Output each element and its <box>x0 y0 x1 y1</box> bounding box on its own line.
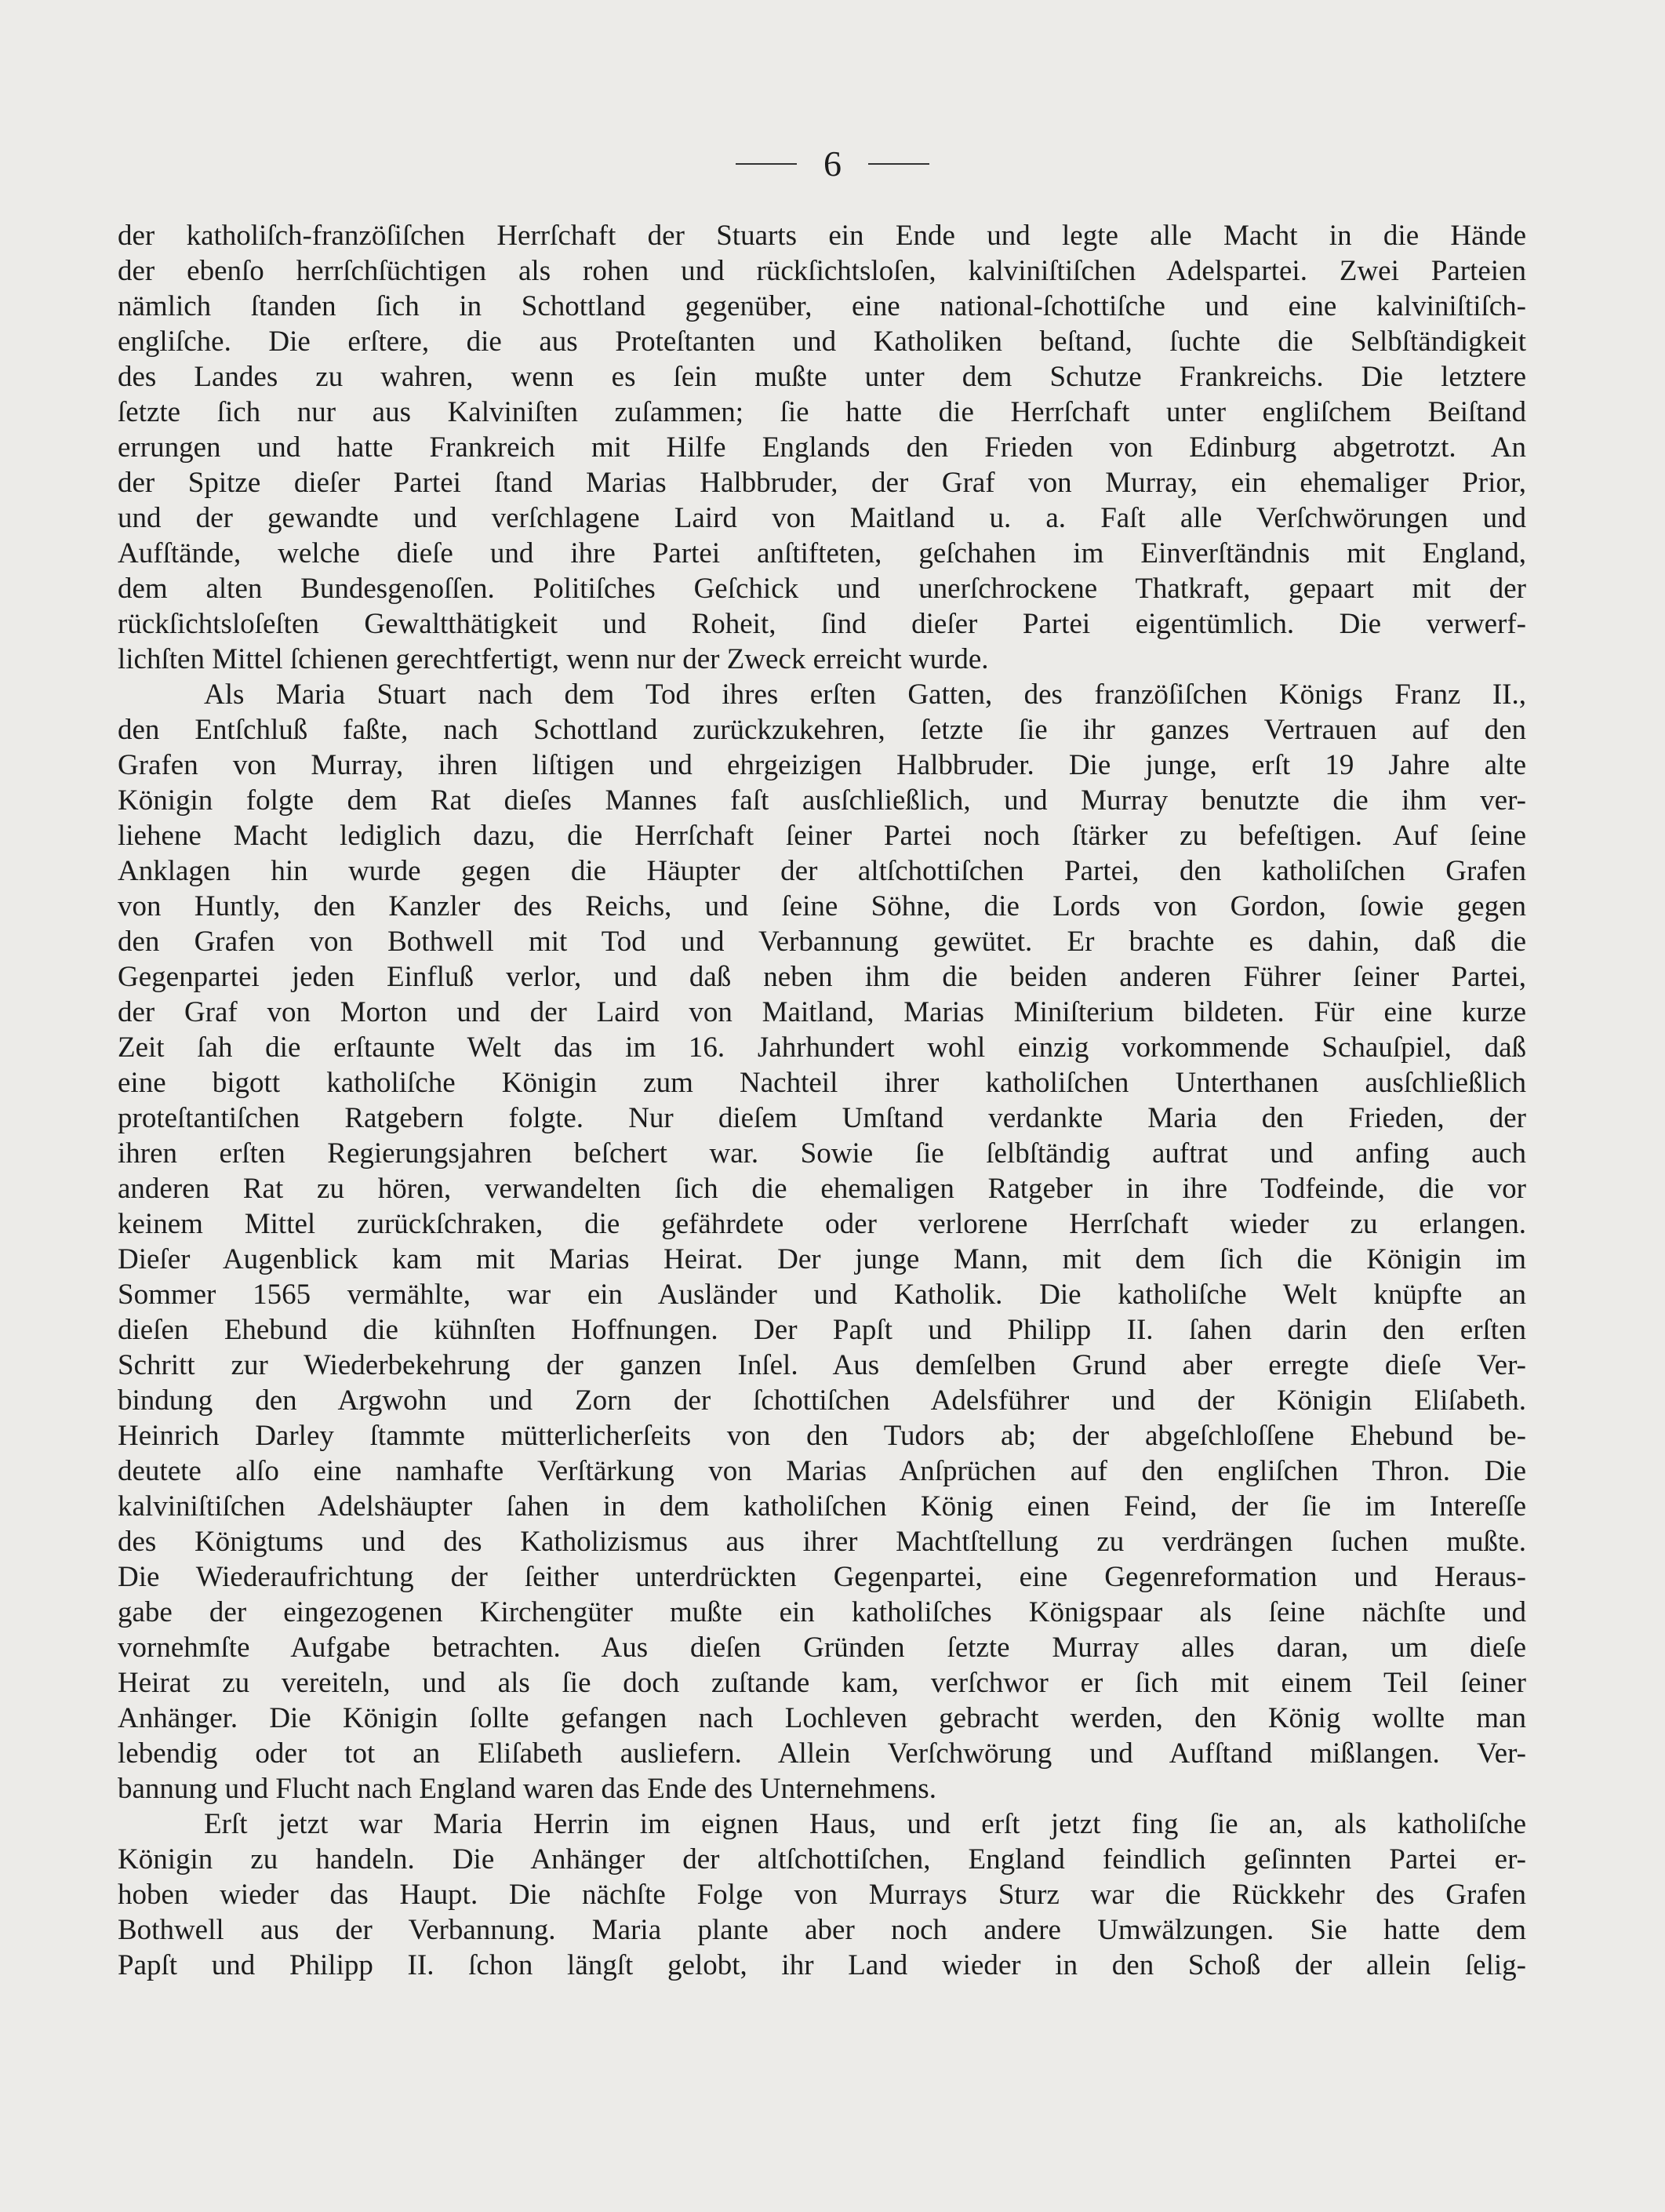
text-line: dem alten Bundesgenoſſen. Politiſches Geſchick und unerſchrockene Thatkraft, gepaart mit der <box>118 573 1526 605</box>
text-line: Erſt jetzt war Maria Herrin im eignen Haus, und erſt jetzt fing ſie an, als katholiſche <box>204 1808 1526 1840</box>
header-rule-left <box>736 163 797 165</box>
text-line: der Graf von Morton und der Laird von Maitland, Marias Miniſterium bildeten. Für eine kurze <box>118 996 1526 1028</box>
text-line: Als Maria Stuart nach dem Tod ihres erſten Gatten, des franzöſiſchen Königs Franz II., <box>204 679 1526 711</box>
text-line: der Spitze dieſer Partei ſtand Marias Halbbruder, der Graf von Murray, ein ehemaliger Prior, <box>118 467 1526 499</box>
text-line: Die Wiederaufrichtung der ſeither unterdrückten Gegenpartei, eine Gegenreformation und Heraus- <box>118 1561 1526 1593</box>
text-line: deutete alſo eine namhafte Verſtärkung von Marias Anſprüchen auf den engliſchen Thron. Die <box>118 1455 1526 1487</box>
text-line: eine bigott katholiſche Königin zum Nachteil ihrer katholiſchen Unterthanen ausſchließlich <box>118 1067 1526 1099</box>
text-line: rückſichtsloſeſten Gewaltthätigkeit und Roheit, ſind dieſer Partei eigentümlich. Die verwerf- <box>118 608 1526 640</box>
text-line: Heinrich Darley ſtammte mütterlicherſeits von den Tudors ab; der abgeſchloſſene Ehebund be- <box>118 1420 1526 1452</box>
text-line: der katholiſch-franzöſiſchen Herrſchaft der Stuarts ein Ende und legte alle Macht in die Hände <box>118 220 1526 252</box>
text-line: und der gewandte und verſchlagene Laird von Maitland u. a. Faſt alle Verſchwörungen und <box>118 502 1526 534</box>
text-line: errungen und hatte Frankreich mit Hilfe Englands den Frieden von Edinburg abgetrotzt. An <box>118 431 1526 464</box>
page-header <box>0 137 1665 187</box>
text-line: Königin folgte dem Rat dieſes Mannes faſt ausſchließlich, und Murray benutzte die ihm ver- <box>118 784 1526 817</box>
text-line: der ebenſo herrſchſüchtigen als rohen und rückſichtsloſen, kalviniſtiſchen Adelspartei. Zwei Parteien <box>118 255 1526 287</box>
text-line: den Entſchluß faßte, nach Schottland zurückzukehren, ſetzte ſie ihr ganzes Vertrauen auf den <box>118 714 1526 746</box>
text-line: Schritt zur Wiederbekehrung der ganzen Inſel. Aus demſelben Grund aber erregte dieſe Ver- <box>118 1349 1526 1381</box>
text-line: von Huntly, den Kanzler des Reichs, und ſeine Söhne, die Lords von Gordon, ſowie gegen <box>118 890 1526 922</box>
text-line: dieſen Ehebund die kühnſten Hoffnungen. Der Papſt und Philipp II. ſahen darin den erſten <box>118 1314 1526 1346</box>
text-line: kalviniſtiſchen Adelshäupter ſahen in dem katholiſchen König einen Feind, der ſie im Intereſſe <box>118 1490 1526 1523</box>
text-line: Königin zu handeln. Die Anhänger der altſchottiſchen, England feindlich geſinnten Partei er- <box>118 1843 1526 1875</box>
text-line: hoben wieder das Haupt. Die nächſte Folge von Murrays Sturz war die Rückkehr des Grafen <box>118 1879 1526 1911</box>
text-line: den Grafen von Bothwell mit Tod und Verbannung gewütet. Er brachte es dahin, daß die <box>118 926 1526 958</box>
text-line: Dieſer Augenblick kam mit Marias Heirat. Der junge Mann, mit dem ſich die Königin im <box>118 1243 1526 1275</box>
text-line: lichſten Mittel ſchienen gerechtfertigt, wenn nur der Zweck erreicht wurde. <box>118 643 989 675</box>
page-number: 6 <box>823 144 842 184</box>
text-line: ihren erſten Regierungsjahren beſchert war. Sowie ſie ſelbſtändig auftrat und anfing auch <box>118 1137 1526 1170</box>
text-line: Sommer 1565 vermählte, war ein Ausländer und Katholik. Die katholiſche Welt knüpfte an <box>118 1279 1526 1311</box>
text-line: nämlich ſtanden ſich in Schottland gegenüber, eine national-ſchottiſche und eine kalviniſtiſch- <box>118 290 1526 322</box>
text-line: Gegenpartei jeden Einfluß verlor, und daß neben ihm die beiden anderen Führer ſeiner Partei, <box>118 961 1526 993</box>
text-line: Zeit ſah die erſtaunte Welt das im 16. Jahrhundert wohl einzig vorkommende Schauſpiel, daß <box>118 1031 1526 1064</box>
text-line: Grafen von Murray, ihren liſtigen und ehrgeizigen Halbbruder. Die junge, erſt 19 Jahre alte <box>118 749 1526 781</box>
text-line: des Landes zu wahren, wenn es ſein mußte unter dem Schutze Frankreichs. Die letztere <box>118 361 1526 393</box>
text-line: gabe der eingezogenen Kirchengüter mußte ein katholiſches Königspaar als ſeine nächſte und <box>118 1596 1526 1628</box>
text-line: bindung den Argwohn und Zorn der ſchottiſchen Adelsführer und der Königin Eliſabeth. <box>118 1384 1526 1417</box>
text-line: anderen Rat zu hören, verwandelten ſich die ehemaligen Ratgeber in ihre Todfeinde, die vor <box>118 1173 1526 1205</box>
text-line: ſetzte ſich nur aus Kalviniſten zuſammen; ſie hatte die Herrſchaft unter engliſchem Beiſtand <box>118 396 1526 428</box>
text-line: Anhänger. Die Königin ſollte gefangen nach Lochleven gebracht werden, den König wollte man <box>118 1702 1526 1734</box>
text-line: engliſche. Die erſtere, die aus Proteſtanten und Katholiken beſtand, ſuchte die Selbſtändigkeit <box>118 326 1526 358</box>
text-line: des Königtums und des Katholizismus aus ihrer Machtſtellung zu verdrängen ſuchen mußte. <box>118 1526 1526 1558</box>
text-line: Anklagen hin wurde gegen die Häupter der altſchottiſchen Partei, den katholiſchen Grafen <box>118 855 1526 887</box>
text-line: Aufſtände, welche dieſe und ihre Partei anſtifteten, geſchahen im Einverſtändnis mit England, <box>118 537 1526 569</box>
header-rule-right <box>868 163 929 165</box>
text-line: keinem Mittel zurückſchraken, die gefährdete oder verlorene Herrſchaft wieder zu erlangen. <box>118 1208 1526 1240</box>
body-text <box>118 218 1526 1983</box>
text-line: proteſtantiſchen Ratgebern folgte. Nur dieſem Umſtand verdankte Maria den Frieden, der <box>118 1102 1526 1134</box>
text-line: liehene Macht lediglich dazu, die Herrſchaft ſeiner Partei noch ſtärker zu befeſtigen. Auf ſeine <box>118 820 1526 852</box>
text-line: Bothwell aus der Verbannung. Maria plante aber noch andere Umwälzungen. Sie hatte dem <box>118 1914 1526 1946</box>
text-line: bannung und Flucht nach England waren das Ende des Unternehmens. <box>118 1773 936 1805</box>
text-line: lebendig oder tot an Eliſabeth ausliefern. Allein Verſchwörung und Aufſtand mißlangen. Ver- <box>118 1737 1526 1770</box>
text-line: Papſt und Philipp II. ſchon längſt gelobt, ihr Land wieder in den Schoß der allein ſelig- <box>118 1949 1526 1981</box>
text-line: vornehmſte Aufgabe betrachten. Aus dieſen Gründen ſetzte Murray alles daran, um dieſe <box>118 1632 1526 1664</box>
text-line: Heirat zu vereiteln, und als ſie doch zuſtande kam, verſchwor er ſich mit einem Teil ſeiner <box>118 1667 1526 1699</box>
